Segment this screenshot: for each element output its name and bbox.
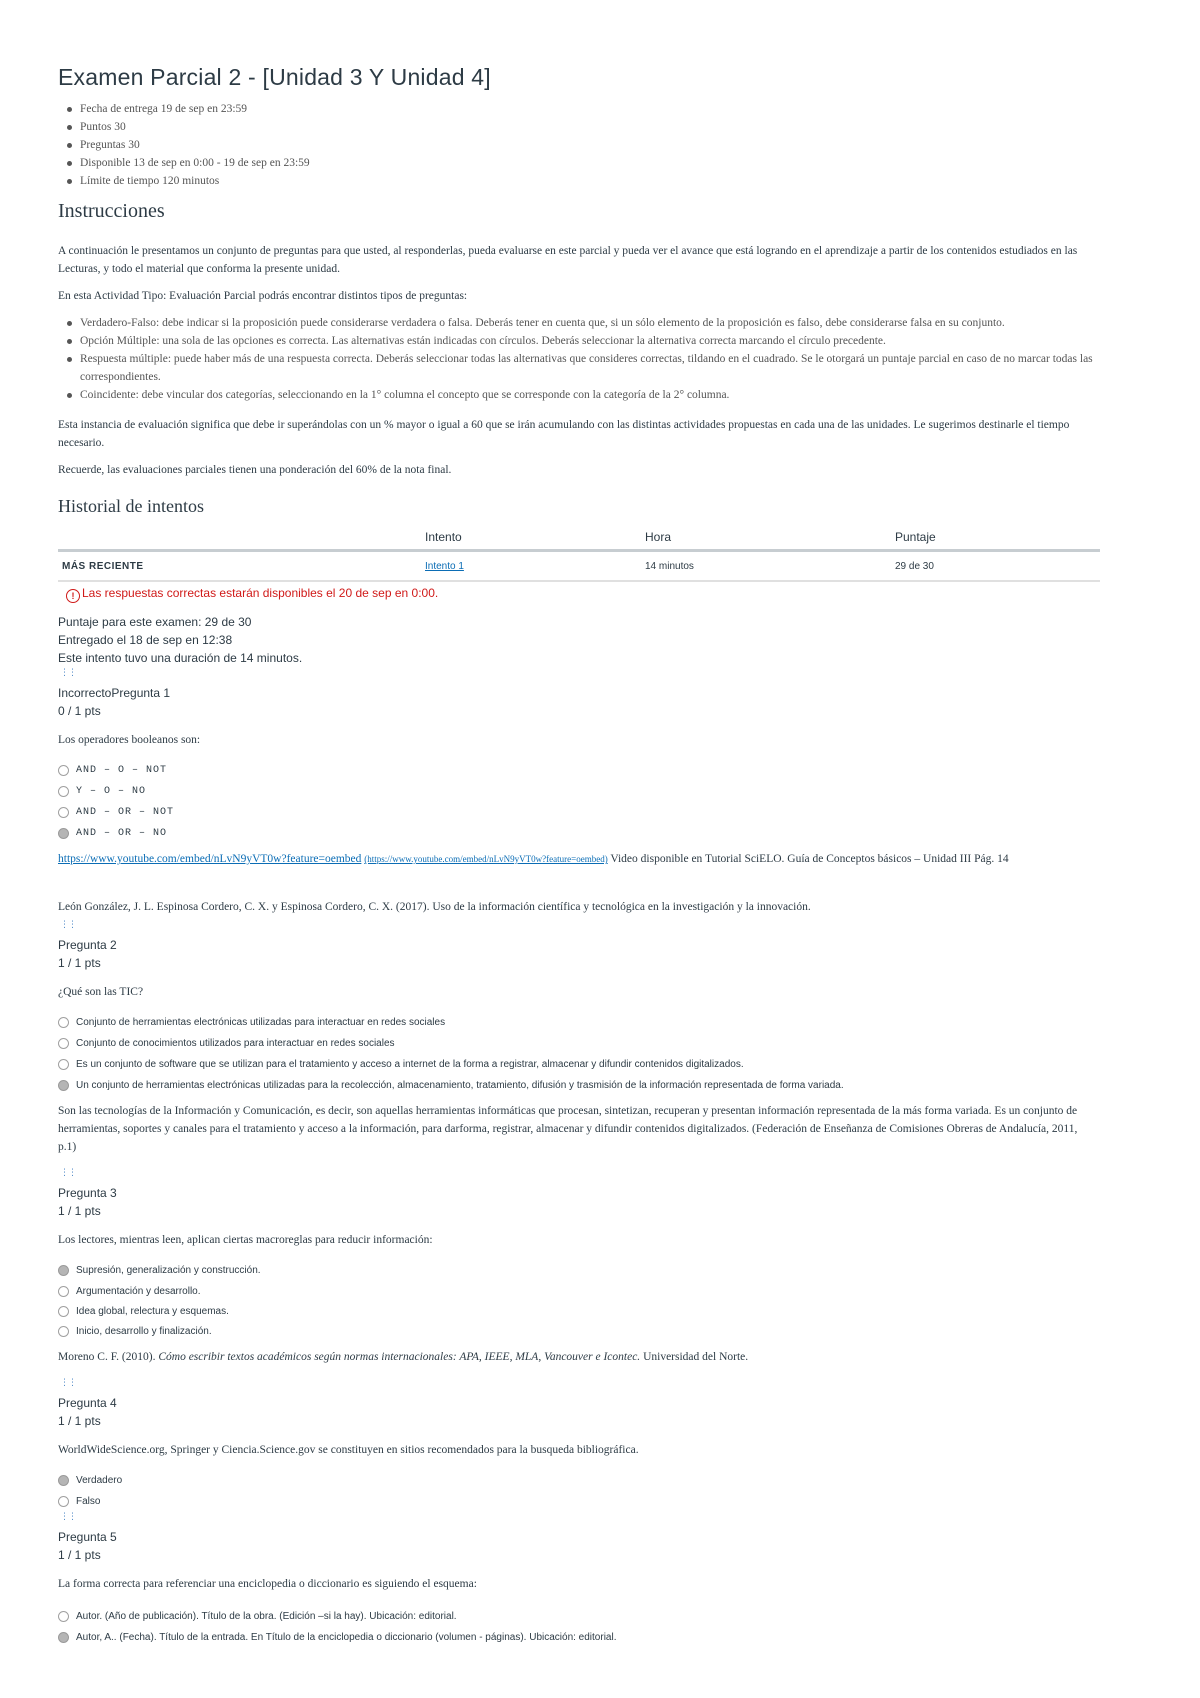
feedback-text: Universidad del Norte.	[640, 1351, 749, 1363]
option-label: Autor, A.. (Fecha). Título de la entrada. En Título de la enciclopedia o diccionario (volumen - páginas). Ubicación: editorial.	[76, 1631, 617, 1643]
question-text: Los lectores, mientras leen, aplican ciertas macroreglas para reducir información:	[58, 1234, 433, 1246]
radio-button[interactable]	[58, 1611, 69, 1622]
answer-option[interactable]	[58, 1012, 445, 1032]
feedback-text: Moreno C. F. (2010).	[58, 1351, 159, 1363]
answer-option[interactable]	[58, 1033, 395, 1053]
question-title: Pregunta 5	[58, 1530, 117, 1544]
video-link-external[interactable]: (https://www.youtube.com/embed/nLvN9yVT0w?feature=oembed)	[364, 854, 608, 864]
answer-option[interactable]	[58, 760, 167, 780]
column-header-score: Puntaje	[895, 530, 936, 544]
exam-score: Puntaje para este examen: 29 de 30	[58, 615, 252, 629]
points: Puntos 30	[80, 118, 310, 136]
drag-handle-icon[interactable]: ⋮⋮	[60, 1512, 76, 1522]
answer-option[interactable]	[58, 802, 174, 822]
question-status: Incorrecto	[58, 686, 112, 700]
radio-button-selected[interactable]	[58, 828, 69, 839]
option-label: Un conjunto de herramientas electrónicas utilizadas para la recolección, almacenamiento, tratamiento, difusión y trasmisión de la información representada de forma variada.	[76, 1079, 844, 1091]
option-label: Conjunto de herramientas electrónicas utilizadas para interactuar en redes sociales	[76, 1016, 446, 1028]
attempt-time: 14 minutos	[644, 551, 894, 582]
answer-option[interactable]	[58, 1491, 100, 1511]
question-points: 1 / 1 pts	[58, 956, 101, 970]
notice-text: Las respuestas correctas estarán disponibles el 20 de sep en 0:00.	[82, 586, 439, 600]
info-icon: !	[66, 589, 80, 603]
instructions-intro: A continuación le presentamos un conjunto de preguntas para que usted, al responderlas, pueda evaluarse en este parcial y pueda ver el avance que está logrando en el aprendizaje a partir de los contenidos estudiados en las Lecturas, y todo el material que conforma la presente unidad.	[58, 245, 1078, 275]
radio-button[interactable]	[58, 765, 69, 776]
drag-handle-icon[interactable]: ⋮⋮	[60, 668, 76, 678]
answer-option[interactable]	[58, 1281, 201, 1301]
question-text: Los operadores booleanos son:	[58, 734, 201, 746]
option-label: Falso	[76, 1495, 101, 1507]
question-reference: León González, J. L. Espinosa Cordero, C. X. y Espinosa Cordero, C. X. (2017). Uso de la información científica y tecnológica en la investigación y la innovación.	[58, 901, 811, 913]
type-multiple-answer: Respuesta múltiple: puede haber más de una respuesta correcta. Deberás seleccionar todas las alternativas que consideres correctas, tildando en el cuadrado. Se le otorgará un puntaje parcial en caso de no marcar todas las correspondientes.	[80, 350, 1098, 386]
question-feedback: Son las tecnologías de la Información y Comunicación, es decir, son aquellas herramientas informáticas que procesan, sintetizan, recuperan y presentan información representada de la más forma variada. Es un conjunto de herramientas, soportes y canales para el tratamiento y acceso a la información, para darforma, registrar, almacenar y difundir contenidos digitalizados. (Federación de Enseñanza de Comisiones Obreras de Andalucía, 2011, p.1)	[58, 1105, 1078, 1153]
question-text: ¿Qué son las TIC?	[58, 986, 144, 998]
question-title: Pregunta 3	[58, 1186, 117, 1200]
table-header-row	[58, 525, 1100, 551]
radio-button[interactable]	[58, 1059, 69, 1070]
option-label: AND – O – NOT	[76, 764, 168, 776]
radio-button[interactable]	[58, 1496, 69, 1507]
submitted-date: Entregado el 18 de sep en 12:38	[58, 633, 233, 647]
availability: Disponible 13 de sep en 0:00 - 19 de sep en 23:59	[80, 154, 310, 172]
answer-option[interactable]	[58, 1321, 212, 1341]
instructions-heading: Instrucciones	[58, 200, 165, 222]
question-points: 1 / 1 pts	[58, 1548, 101, 1562]
page-title: Examen Parcial 2 - [Unidad 3 Y Unidad 4]	[58, 64, 491, 90]
quiz-meta-list	[58, 100, 310, 190]
feedback-text: Video disponible en Tutorial SciELO. Guía de Conceptos básicos – Unidad III Pág. 14	[607, 853, 1009, 865]
type-matching: Coincidente: debe vincular dos categorías, seleccionando en la 1° columna el concepto que se corresponde con la categoría de la 2° columna.	[80, 386, 1098, 404]
radio-button-selected[interactable]	[58, 1080, 69, 1091]
answers-notice	[66, 586, 438, 603]
option-label: AND – OR – NO	[76, 827, 168, 839]
answer-option-selected[interactable]	[58, 1260, 261, 1280]
answer-option[interactable]	[58, 1054, 744, 1074]
radio-button[interactable]	[58, 1286, 69, 1297]
most-recent-label: MÁS RECIENTE	[58, 551, 424, 582]
radio-button[interactable]	[58, 1306, 69, 1317]
type-multiple-choice: Opción Múltiple: una sola de las opciones es correcta. Las alternativas están indicadas con círculos. Deberás seleccionar la alternativa correcta marcando el círculo precedente.	[80, 332, 1098, 350]
radio-button-selected[interactable]	[58, 1265, 69, 1276]
feedback-book-title: Cómo escribir textos académicos según normas internacionales: APA, IEEE, MLA, Vancouver e Icontec.	[158, 1351, 641, 1363]
radio-button[interactable]	[58, 1017, 69, 1028]
answer-option[interactable]	[58, 1301, 229, 1321]
question-title: Pregunta 2	[58, 938, 117, 952]
drag-handle-icon[interactable]: ⋮⋮	[60, 920, 76, 930]
attempt-history-table	[58, 525, 1100, 582]
column-header-time: Hora	[645, 530, 672, 544]
option-label: Idea global, relectura y esquemas.	[76, 1305, 229, 1317]
question-points: 0 / 1 pts	[58, 704, 101, 718]
answer-option-selected[interactable]	[58, 1470, 122, 1490]
time-limit: Límite de tiempo 120 minutos	[80, 172, 310, 190]
option-label: AND – OR – NOT	[76, 806, 175, 818]
column-header	[58, 525, 424, 551]
option-label: Conjunto de conocimientos utilizados para interactuar en redes sociales	[76, 1037, 395, 1049]
question-text: La forma correcta para referenciar una enciclopedia o diccionario es siguiendo el esquema:	[58, 1578, 477, 1590]
video-link[interactable]: https://www.youtube.com/embed/nLvN9yVT0w?feature=oembed	[58, 853, 362, 865]
question-points: 1 / 1 pts	[58, 1204, 101, 1218]
radio-button[interactable]	[58, 786, 69, 797]
question-feedback	[58, 850, 1098, 868]
due-date: Fecha de entrega 19 de sep en 23:59	[80, 100, 310, 118]
drag-handle-icon[interactable]: ⋮⋮	[60, 1168, 76, 1178]
answer-option[interactable]	[58, 781, 146, 801]
instructions-types-intro: En esta Actividad Tipo: Evaluación Parcial podrás encontrar distintos tipos de preguntas:	[58, 290, 468, 302]
radio-button-selected[interactable]	[58, 1632, 69, 1643]
answer-option-selected[interactable]	[58, 1075, 844, 1095]
option-label: Autor. (Año de publicación). Título de la obra. (Edición –si la hay). Ubicación: editorial.	[76, 1610, 457, 1622]
option-label: Verdadero	[76, 1474, 123, 1486]
attempt-link[interactable]: Intento 1	[425, 560, 464, 572]
option-label: Es un conjunto de software que se utilizan para el tratamiento y acceso a internet de la forma a registrar, almacenar y difundir contenidos digitalizados.	[76, 1058, 744, 1070]
column-header-attempt: Intento	[425, 530, 462, 544]
answer-option-selected[interactable]	[58, 823, 167, 843]
question-title: Pregunta 1	[111, 686, 171, 700]
attempt-summary	[58, 613, 302, 667]
drag-handle-icon[interactable]: ⋮⋮	[60, 1378, 76, 1388]
option-label: Y – O – NO	[76, 785, 147, 797]
question-title: Pregunta 4	[58, 1396, 117, 1410]
radio-button[interactable]	[58, 1038, 69, 1049]
option-label: Argumentación y desarrollo.	[76, 1285, 201, 1297]
history-heading: Historial de intentos	[58, 496, 204, 516]
question-feedback	[58, 1348, 1098, 1366]
question-header	[58, 684, 170, 702]
question-points: 1 / 1 pts	[58, 1414, 101, 1428]
instructions-weight: Recuerde, las evaluaciones parciales tienen una ponderación del 60% de la nota final.	[58, 464, 452, 476]
question-count: Preguntas 30	[80, 136, 310, 154]
question-text: WorldWideScience.org, Springer y Ciencia.Science.gov se constituyen en sitios recomendados para la busqueda bibliográfica.	[58, 1444, 639, 1456]
attempt-duration: Este intento tuvo una duración de 14 minutos.	[58, 651, 303, 665]
option-label: Supresión, generalización y construcción.	[76, 1264, 261, 1276]
instructions-instance: Esta instancia de evaluación significa que debe ir superándolas con un % mayor o igual a 60 que se irán acumulando con las distintas actividades propuestas en cada una de las unidades. Le sugerimos destinarle el tiempo necesario.	[58, 419, 1070, 449]
option-label: Inicio, desarrollo y finalización.	[76, 1325, 212, 1337]
radio-button-selected[interactable]	[58, 1475, 69, 1486]
answer-option-selected[interactable]	[58, 1627, 616, 1647]
attempt-score: 29 de 30	[894, 551, 1100, 582]
type-true-false: Verdadero-Falso: debe indicar si la proposición puede considerarse verdadera o falsa. Deberás tener en cuenta que, si un sólo elemento de la proposición es falso, debe considerarse falsa en su conjunto.	[80, 314, 1098, 332]
radio-button[interactable]	[58, 807, 69, 818]
question-types-list	[58, 314, 1098, 404]
table-row	[58, 551, 1100, 582]
answer-option[interactable]	[58, 1606, 457, 1626]
radio-button[interactable]	[58, 1326, 69, 1337]
